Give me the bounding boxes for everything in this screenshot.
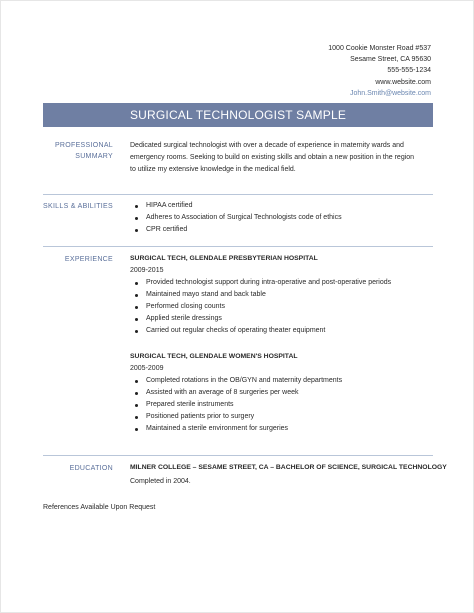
job-bullet: Prepared sterile instruments [130,399,420,411]
skills-list [130,200,420,236]
skills-label: SKILLS & ABILITIES [43,203,113,210]
experience-section [43,253,433,449]
job-dates: 2005-2009 [130,365,164,372]
resume-title-banner: SURGICAL TECHNOLOGIST SAMPLE [43,103,433,127]
references-note: References Available Upon Request [43,504,156,511]
job-bullet: Provided technologist support during intra-operative and post-operative periods [130,277,420,289]
job-bullet: Completed rotations in the OB/GYN and maternity departments [130,375,420,387]
job-dates: 2009-2015 [130,267,164,274]
job-entry [130,253,420,337]
skills-content [130,200,420,236]
summary-section [43,140,433,190]
contact-address-line2: Sesame Street, CA 95630 [350,56,431,64]
skill-item: HIPAA certified [130,200,420,212]
education-school: MILNER COLLEGE – SESAME STREET, CA – BACHELOR OF SCIENCE, SURGICAL TECHNOLOGY [130,464,447,471]
section-divider [43,246,433,247]
job-bullet: Maintained mayo stand and back table [130,289,420,301]
section-divider [43,455,433,456]
job-bullet: Carried out regular checks of operating theater equipment [130,325,420,337]
contact-website[interactable]: www.website.com [375,78,431,86]
contact-email[interactable]: John.Smith@website.com [349,89,431,97]
skills-section [43,200,433,244]
job-title: SURGICAL TECH, GLENDALE PRESBYTERIAN HOSPITAL [130,255,318,262]
job-entry [130,351,420,435]
skill-item: Adheres to Association of Surgical Technologists code of ethics [130,212,420,224]
experience-content [130,253,420,435]
education-section [43,462,447,492]
job-bullet: Performed closing counts [130,301,420,313]
summary-text: Dedicated surgical technologist with over a decade of experience in maternity wards and emergency rooms. Seeking to build on existing skills and obtain a new position in the region to utilize my extensive knowledge in the medical field. [130,142,415,173]
job-bullet: Assisted with an average of 8 surgeries per week [130,387,420,399]
contact-address-line1: 1000 Cookie Monster Road #537 [328,45,431,52]
job-bullet: Applied sterile dressings [130,313,420,325]
skill-item: CPR certified [130,224,420,236]
education-label: EDUCATION [69,465,113,472]
summary-label-line1: PROFESSIONAL [54,142,113,149]
summary-label [43,140,113,162]
education-detail: Completed in 2004. [130,478,191,485]
section-divider [43,194,433,195]
job-bullets [130,277,420,337]
experience-label: EXPERIENCE [64,256,113,263]
contact-block [328,43,431,99]
education-content [130,462,447,488]
job-bullet: Maintained a sterile environment for surgeries [130,423,420,435]
job-bullets [130,375,420,435]
summary-label-line2: SUMMARY [75,153,113,160]
job-bullet: Positioned patients prior to surgery [130,411,420,423]
contact-phone: 555-555-1234 [387,67,431,75]
job-spacer [130,337,420,351]
job-title: SURGICAL TECH, GLENDALE WOMEN'S HOSPITAL [130,353,298,360]
